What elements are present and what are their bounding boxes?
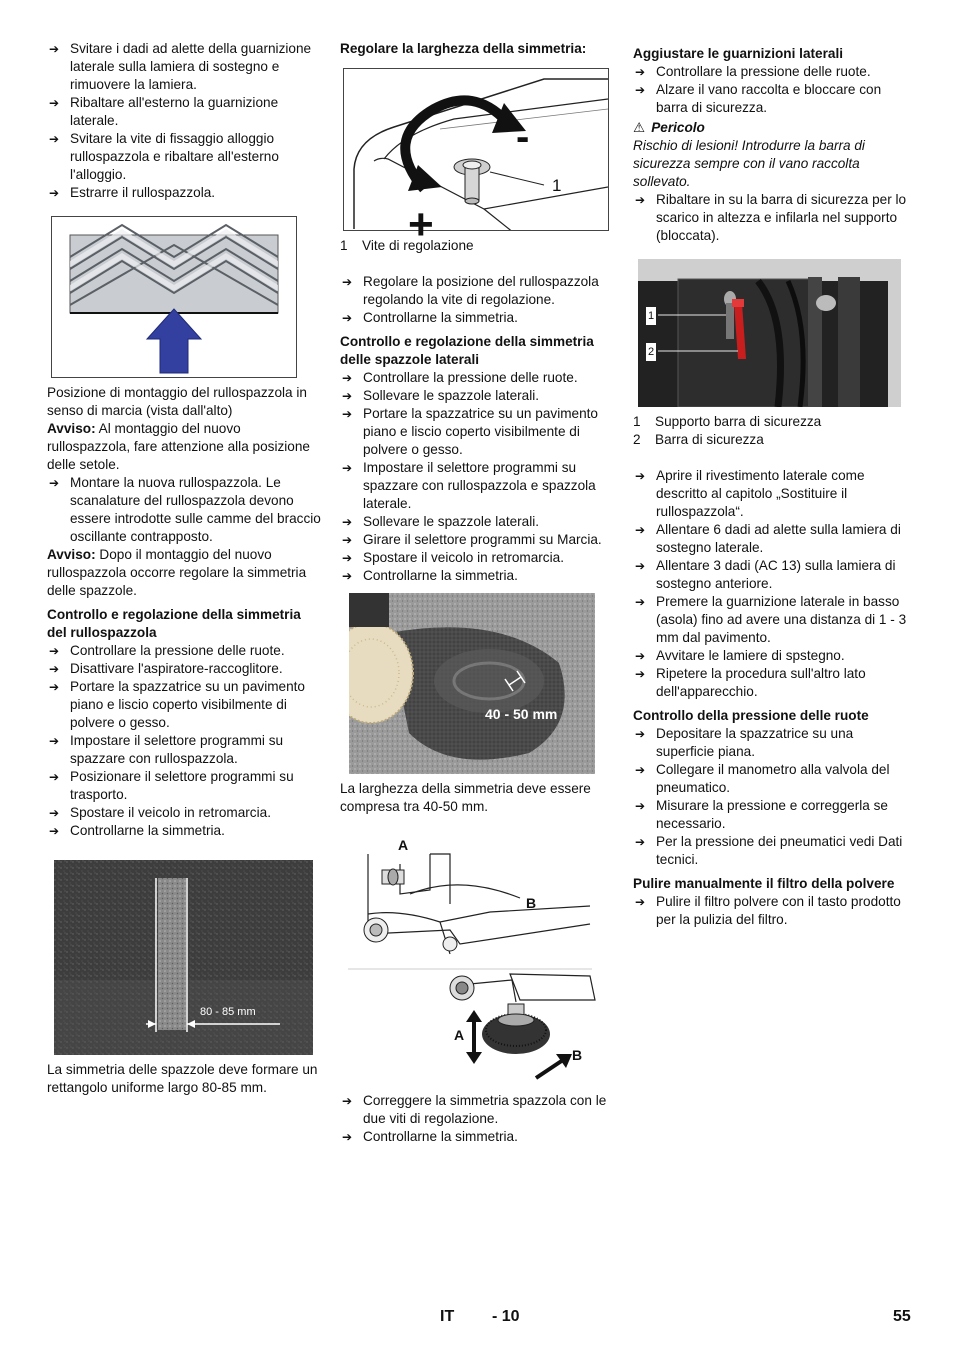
arrow-icon: ➔ (635, 559, 646, 573)
arrow-icon: ➔ (635, 763, 646, 777)
arrow-icon: ➔ (342, 533, 353, 547)
arrow-icon: ➔ (49, 770, 60, 784)
figure-adjust-screws-ab (340, 834, 606, 1086)
step-item: ➔ Controllare la pressione delle ruote. (342, 370, 578, 385)
arrow-icon: ➔ (635, 727, 646, 741)
measurement-label: 40 - 50 mm (485, 706, 558, 722)
direction-arrow-icon (147, 309, 201, 373)
step-item: ➔ Misurare la pressione e correggerla se necessario. (635, 798, 888, 831)
section-heading: Controllo della pressione delle ruote (633, 708, 869, 723)
arrow-icon: ➔ (635, 83, 646, 97)
step-list-correct (340, 1092, 616, 1146)
section-heading: Aggiustare le guarnizioni laterali (633, 46, 843, 61)
arrow-icon: ➔ (49, 476, 60, 490)
step-item: ➔ Impostare il selettore programmi su spazzare con rullospazzola e spazzola laterale. (342, 460, 596, 511)
arrow-icon: ➔ (49, 734, 60, 748)
callout-number: 1 (646, 307, 656, 325)
arrow-icon: ➔ (49, 662, 60, 676)
section-heading: Pulire manualmente il filtro della polvere (633, 876, 895, 891)
step-item: ➔ Spostare il veicolo in retromarcia. (342, 550, 564, 565)
step-item: ➔ Allentare 3 dadi (AC 13) sulla lamiera di sostegno anteriore. (635, 558, 896, 591)
arrow-icon: ➔ (342, 311, 353, 325)
step-item: ➔ Depositare la spazzatrice su una superficie piana. (635, 726, 854, 759)
arrow-icon: ➔ (49, 42, 60, 56)
step-item: ➔ Regolare la posizione del rullospazzola regolando la vite di regolazione. (342, 274, 599, 307)
step-list-symmetry (47, 642, 323, 840)
arrow-icon: ➔ (49, 132, 60, 146)
step-list-seals (633, 63, 909, 117)
step-item: ➔ Premere la guarnizione laterale in basso (asola) fino ad avere una distanza di 1 - 3 mm dal pavimento. (635, 594, 907, 645)
figure-caption: Posizione di montaggio del rullospazzola in senso di marcia (vista dall'alto) (47, 385, 307, 418)
step-item: ➔ Spostare il veicolo in retromarcia. (49, 805, 271, 820)
arrow-icon: ➔ (635, 193, 646, 207)
safety-bar-graphic (638, 259, 901, 407)
arrow-icon: ➔ (49, 824, 60, 838)
arrow-icon: ➔ (635, 65, 646, 79)
brush-chevron-diagram (52, 217, 296, 377)
step-list-side-brushes (340, 369, 616, 585)
arrow-icon: ➔ (635, 649, 646, 663)
arrow-icon: ➔ (49, 806, 60, 820)
section-heading: Controllo e regolazione della simmetria del rullospazzola (47, 607, 301, 640)
plus-sign: + (408, 200, 434, 249)
step-item: ➔ Portare la spazzatrice su un pavimento piano e liscio coperto visibilmente di polvere o gesso. (49, 679, 305, 730)
legend-item: 2 Barra di sicurezza (633, 432, 764, 447)
adjust-screw-knob (454, 159, 490, 204)
side-brush-drawing (482, 1004, 550, 1054)
arrow-icon: ➔ (342, 1130, 353, 1144)
step-item: ➔ Alzare il vano raccolta e bloccare con barra di sicurezza. (635, 82, 882, 115)
step-item: ➔ Sollevare le spazzole laterali. (342, 388, 540, 403)
step-item: ➔ Collegare il manometro alla valvola del pneumatico. (635, 762, 890, 795)
step-item: ➔ Allentare 6 dadi ad alette sulla lamiera di sostegno laterale. (635, 522, 901, 555)
step-item: ➔ Svitare i dadi ad alette della guarnizione laterale sulla lamiera di sostegno e rimuovere la lamiera. (49, 41, 312, 92)
step-item: ➔ Controllarne la simmetria. (49, 823, 225, 838)
up-down-arrow-icon (466, 1010, 482, 1064)
column-middle (340, 40, 616, 1146)
arrow-icon: ➔ (635, 895, 646, 909)
arrow-icon: ➔ (635, 799, 646, 813)
step-item: ➔ Controllare la pressione delle ruote. (635, 64, 871, 79)
arrow-icon: ➔ (635, 469, 646, 483)
step-item: ➔ Pulire il filtro polvere con il tasto prodotto per la pulizia del filtro. (635, 894, 901, 927)
language-code: IT (440, 1308, 455, 1325)
step-item: ➔ Ripetere la procedura sull'altro lato dell'apparecchio. (635, 666, 866, 699)
step-item: ➔ Ribaltare in su la barra di sicurezza per lo scarico in altezza e infilarla nel supporto (bloccata). (635, 192, 907, 243)
arrow-icon: ➔ (49, 186, 60, 200)
section-heading: Controllo e regolazione della simmetria delle spazzole laterali (340, 334, 594, 367)
arrow-icon: ➔ (635, 667, 646, 681)
column-right (633, 45, 909, 929)
danger-text: Rischio di lesioni! Introdurre la barra di sicurezza sempre con il vano raccolta sollevato. (633, 138, 865, 189)
step-list-filter (633, 893, 909, 929)
arrow-icon: ➔ (49, 96, 60, 110)
minus-sign: - (516, 115, 530, 159)
arrow-icon: ➔ (342, 515, 353, 529)
measurement-label: 80 - 85 mm (200, 1006, 256, 1018)
sweep-pattern-graphic (54, 860, 313, 1055)
step-list-tyre-pressure (633, 725, 909, 869)
section-heading: Regolare la larghezza della simmetria: (340, 41, 587, 56)
figure-brush-orientation (51, 216, 297, 378)
arrow-icon: ➔ (342, 371, 353, 385)
side-brush-graphic (349, 593, 595, 774)
diagonal-arrow-icon (536, 1054, 572, 1078)
step-list-adjust (340, 273, 616, 327)
step-item: ➔ Montare la nuova rullospazzola. Le scanalature del rullospazzola devono essere introdotte sulle camme del braccio oscillante contrapposto. (49, 475, 321, 544)
callout-number: 2 (646, 343, 656, 361)
step-item: ➔ Correggere la simmetria spazzola con le due viti di regolazione. (342, 1093, 607, 1126)
figure-sweep-pattern-photo (54, 860, 313, 1055)
figure-caption: La simmetria delle spazzole deve formare un rettangolo uniforme largo 80-85 mm. (47, 1062, 318, 1095)
arrow-icon: ➔ (342, 389, 353, 403)
arrow-icon: ➔ (342, 1094, 353, 1108)
step-item: ➔ Controllarne la simmetria. (342, 568, 518, 583)
legend-item: 1 Supporto barra di sicurezza (633, 414, 822, 429)
arrow-icon: ➔ (342, 461, 353, 475)
page-number: 55 (893, 1308, 911, 1325)
figure-legend: 1 Vite di regolazione (340, 238, 474, 253)
step-item: ➔ Girare il selettore programmi su Marcia. (342, 532, 602, 547)
arrow-icon: ➔ (342, 407, 353, 421)
note-paragraph: Avviso: Dopo il montaggio del nuovo rullospazzola occorre regolare la simmetria delle spazzole. (47, 547, 307, 598)
step-list-side-seal (633, 467, 909, 701)
step-item: ➔ Aprire il rivestimento laterale come descritto al capitolo „Sostituire il rullospazzola“. (635, 468, 865, 519)
arrow-icon: ➔ (49, 644, 60, 658)
step-item: ➔ Svitare la vite di fissaggio alloggio rullospazzola e ribaltare all'esterno l'alloggio. (49, 131, 279, 182)
page-reference: - 10 (492, 1308, 520, 1325)
step-item: ➔ Portare la spazzatrice su un pavimento piano e liscio coperto visibilmente di polvere o gesso. (342, 406, 598, 457)
figure-caption: La larghezza della simmetria deve essere compresa tra 40-50 mm. (340, 781, 591, 814)
step-item: ➔ Ribaltare all'esterno la guarnizione laterale. (49, 95, 279, 128)
callout-number: 1 (552, 176, 562, 195)
step-item: ➔ Estrarre il rullospazzola. (49, 185, 216, 200)
arrow-icon: ➔ (635, 595, 646, 609)
screw-a-top (382, 869, 404, 885)
arrow-icon: ➔ (635, 835, 646, 849)
arrow-icon: ➔ (49, 680, 60, 694)
step-item: ➔ Sollevare le spazzole laterali. (342, 514, 540, 529)
step-item: ➔ Per la pressione dei pneumatici vedi Dati tecnici. (635, 834, 903, 867)
step-item: ➔ Controllare la pressione delle ruote. (49, 643, 285, 658)
danger-title: ⚠ Pericolo (633, 120, 705, 135)
note-paragraph: Avviso: Al montaggio del nuovo rullospazzola, fare attenzione alla posizione delle setole. (47, 421, 310, 472)
arrow-icon: ➔ (342, 551, 353, 565)
step-list-removal (47, 40, 323, 202)
label-b-bottom: B (572, 1047, 583, 1063)
arrow-icon: ➔ (342, 569, 353, 583)
step-item: ➔ Avvitare le lamiere di spstegno. (635, 648, 845, 663)
step-item: ➔ Impostare il selettore programmi su spazzare con rullospazzola. (49, 733, 284, 766)
arrow-icon: ➔ (342, 275, 353, 289)
page-footer (0, 1308, 954, 1330)
arrow-icon: ➔ (635, 523, 646, 537)
step-item: ➔ Posizionare il selettore programmi su trasporto. (49, 769, 294, 802)
label-a-top: A (398, 837, 409, 853)
label-b-top: B (526, 895, 537, 911)
warning-triangle-icon: ⚠ (633, 120, 646, 135)
adjust-screw-drawing (344, 69, 608, 230)
danger-notice (633, 119, 909, 191)
step-item: ➔ Controllarne la simmetria. (342, 1129, 518, 1144)
step-item: ➔ Disattivare l'aspiratore-raccoglitore. (49, 661, 283, 676)
adjust-screws-drawing (340, 834, 606, 1086)
column-left (47, 40, 323, 1097)
figure-side-brush-photo (349, 593, 595, 774)
figure-legend (633, 413, 909, 449)
label-a-bottom: A (454, 1027, 465, 1043)
step-item: ➔ Controllarne la simmetria. (342, 310, 518, 325)
figure-safety-bar-photo (638, 259, 901, 407)
